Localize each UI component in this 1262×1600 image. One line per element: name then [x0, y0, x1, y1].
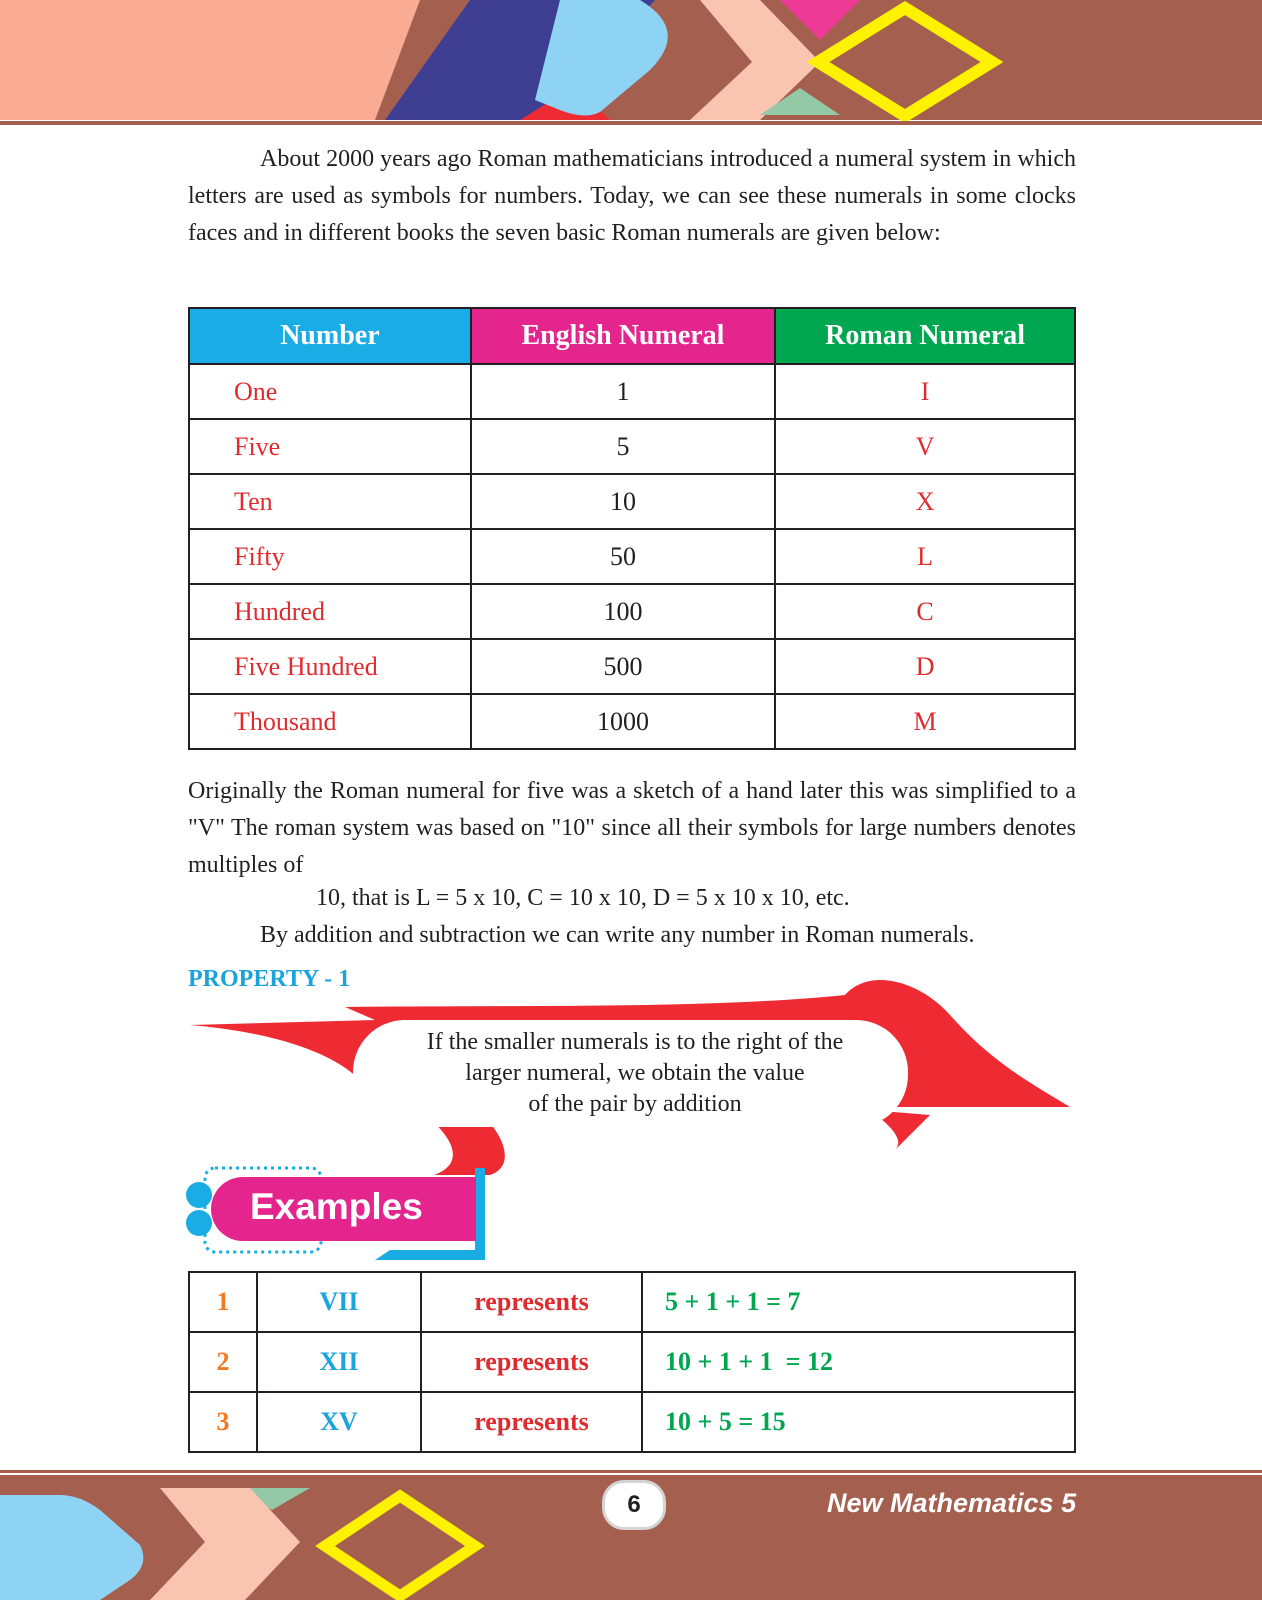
example-roman: VII [257, 1272, 421, 1332]
header-number: Number [189, 308, 471, 364]
table-row [189, 694, 1075, 749]
english-numeral: 100 [471, 584, 775, 639]
example-represents: represents [421, 1272, 642, 1332]
addition-line: By addition and subtraction we can write any number in Roman numerals. [260, 922, 975, 948]
english-numeral: 500 [471, 639, 775, 694]
origin-paragraph: Originally the Roman numeral for five was a sketch of a hand later this was simplified to a "V" The roman system was based on "10" since all their symbols for large numbers denotes multiples of [188, 778, 1076, 878]
example-represents: represents [421, 1332, 642, 1392]
examples-table [188, 1271, 1076, 1453]
table-row [189, 474, 1075, 529]
intro-paragraph: About 2000 years ago Roman mathematicians introduced a numeral system in which letters are used as symbols for numbers. Today, we can see these numerals in some clocks faces and in different books the seven basic Roman numerals are given below: [188, 146, 1076, 246]
english-numeral: 10 [471, 474, 775, 529]
table-row [189, 1392, 1075, 1452]
table-row [189, 639, 1075, 694]
example-result: 10 + 1 + 1 = 12 [642, 1332, 1075, 1392]
number-word: Fifty [189, 529, 471, 584]
number-word: Five Hundred [189, 639, 471, 694]
number-word: Hundred [189, 584, 471, 639]
header-english-numeral: English Numeral [471, 308, 775, 364]
roman-numeral: D [775, 639, 1075, 694]
header-decoration [0, 0, 1262, 130]
example-index: 1 [189, 1272, 257, 1332]
table-row [189, 1272, 1075, 1332]
roman-numeral: L [775, 529, 1075, 584]
multiples-line: 10, that is L = 5 x 10, C = 10 x 10, D = 5 x 10 x 10, etc. [316, 885, 850, 911]
english-numeral: 50 [471, 529, 775, 584]
header-roman-numeral: Roman Numeral [775, 308, 1075, 364]
property-line-2: larger numeral, we obtain the value [465, 1060, 805, 1086]
table-row [189, 584, 1075, 639]
roman-numeral: C [775, 584, 1075, 639]
example-represents: represents [421, 1392, 642, 1452]
property-text [360, 1027, 910, 1120]
property-line-3: of the pair by addition [528, 1091, 742, 1117]
number-word: Thousand [189, 694, 471, 749]
number-word: Five [189, 419, 471, 474]
roman-numeral: M [775, 694, 1075, 749]
roman-numeral: V [775, 419, 1075, 474]
example-index: 3 [189, 1392, 257, 1452]
property-line-1: If the smaller numerals is to the right of the [426, 1029, 844, 1055]
example-roman: XV [257, 1392, 421, 1452]
english-numeral: 1000 [471, 694, 775, 749]
number-word: Ten [189, 474, 471, 529]
table-header-row [189, 308, 1075, 364]
example-result: 10 + 5 = 15 [642, 1392, 1075, 1452]
number-word: One [189, 364, 471, 419]
table-row [189, 529, 1075, 584]
example-index: 2 [189, 1332, 257, 1392]
roman-numeral-table [188, 307, 1076, 750]
english-numeral: 1 [471, 364, 775, 419]
example-roman: XII [257, 1332, 421, 1392]
book-title: New Mathematics 5 [827, 1488, 1077, 1518]
roman-numeral: X [775, 474, 1075, 529]
table-row [189, 364, 1075, 419]
page-number: 6 [602, 1480, 666, 1530]
table-row [189, 1332, 1075, 1392]
roman-numeral: I [775, 364, 1075, 419]
example-result: 5 + 1 + 1 = 7 [642, 1272, 1075, 1332]
table-row [189, 419, 1075, 474]
examples-label: Examples [250, 1186, 423, 1227]
property-title: PROPERTY - 1 [188, 966, 351, 992]
english-numeral: 5 [471, 419, 775, 474]
